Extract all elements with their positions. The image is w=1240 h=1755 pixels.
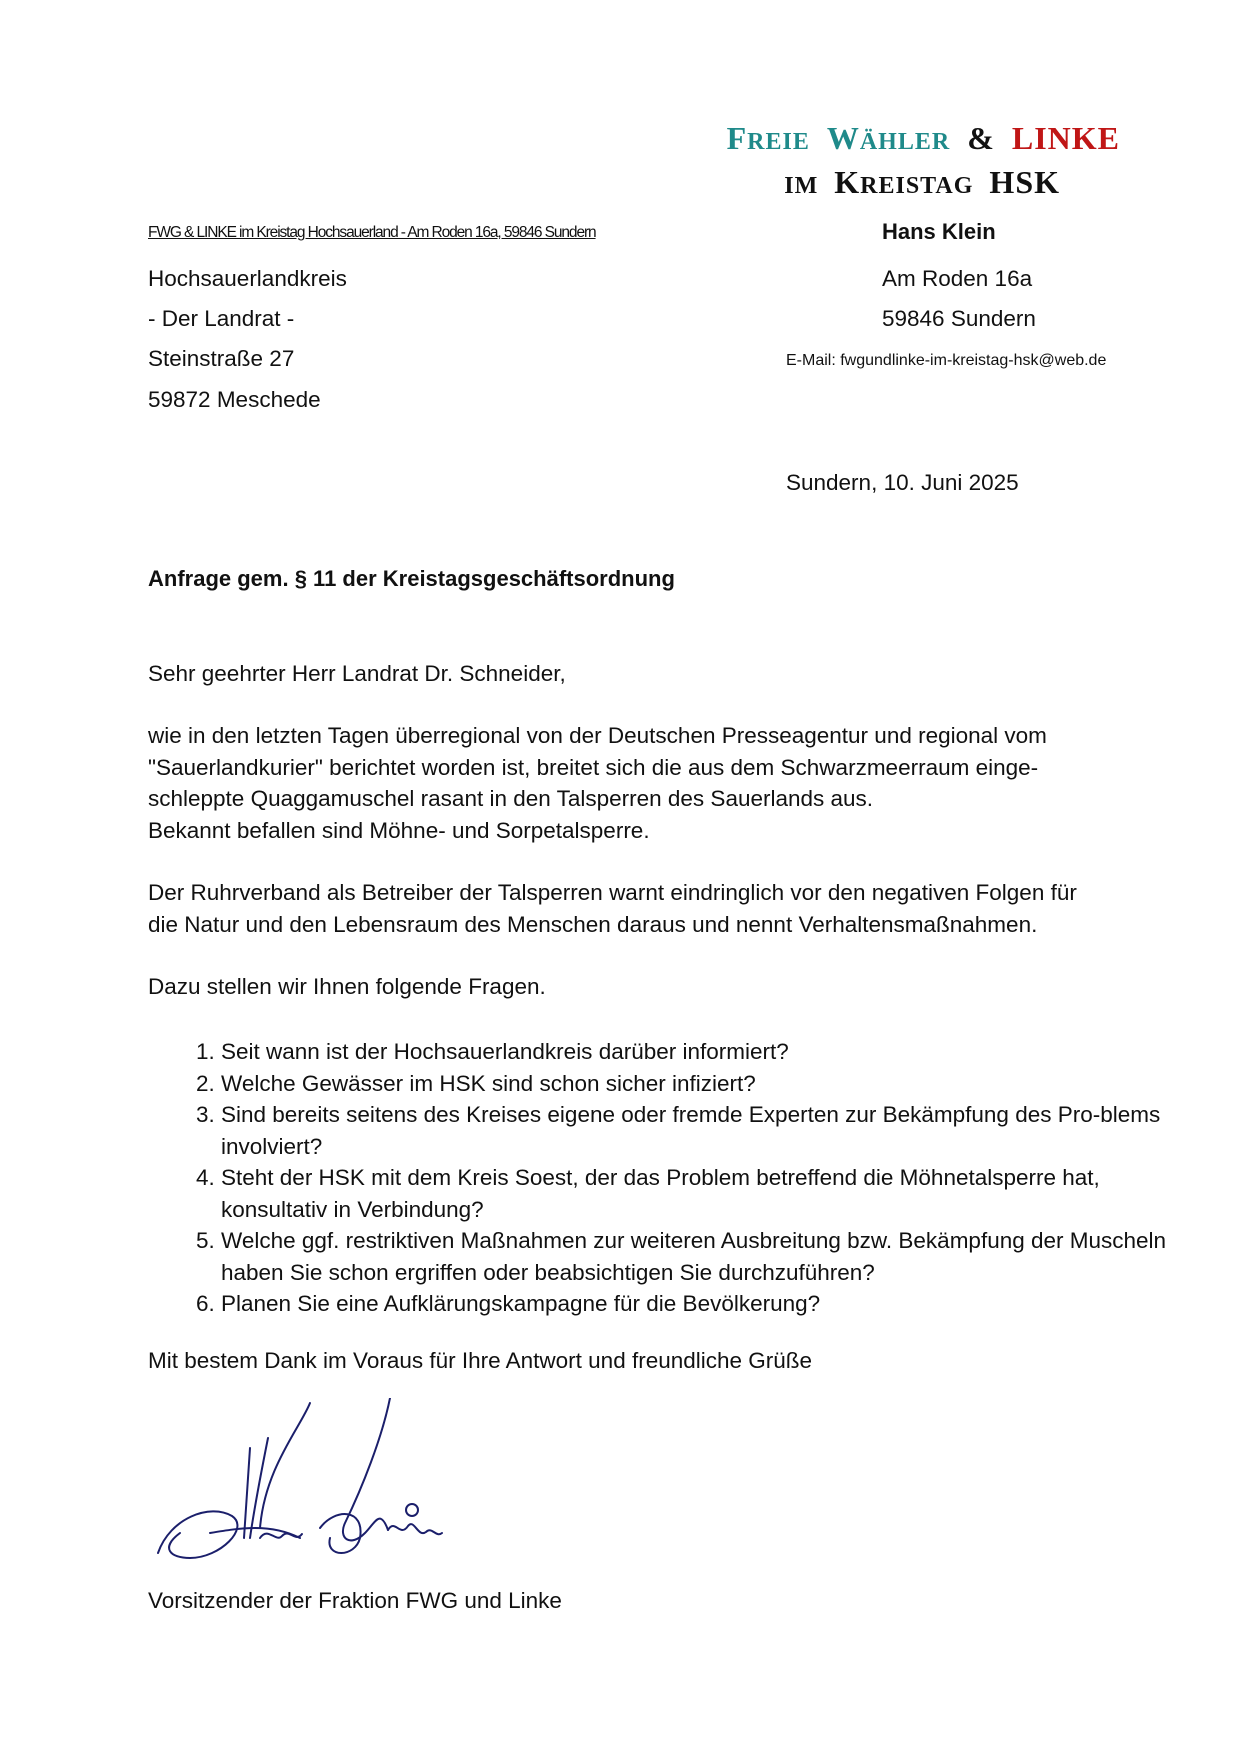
letterhead-word-hsk: HSK — [989, 164, 1060, 200]
letterhead-word-freie: REIE — [747, 129, 810, 155]
letterhead-logo — [560, 118, 1120, 206]
paragraph-1-line-4: Bekannt befallen sind Möhne- und Sorpetalsperre. — [148, 817, 650, 843]
sender-street: Am Roden 16a — [882, 266, 1033, 291]
recipient-line-3: Steinstraße 27 — [148, 346, 295, 371]
return-address-line: FWG & LINKE im Kreistag Hochsauerland - Am Roden 16a, 59846 Sundern — [148, 224, 596, 241]
recipient-line-1: Hochsauerlandkreis — [148, 266, 347, 291]
salutation: Sehr geehrter Herr Landrat Dr. Schneider, — [148, 661, 566, 686]
questions-intro: Dazu stellen wir Ihnen folgende Fragen. — [148, 974, 546, 999]
letterhead-word-waehler-initial: W — [826, 120, 860, 156]
sender-name: Hans Klein — [882, 219, 996, 244]
recipient-line-2: - Der Landrat - — [148, 306, 295, 331]
paragraph-2 — [148, 877, 1128, 940]
question-item: 3. Sind bereits seitens des Kreises eigene oder fremde Experten zur Bekämpfung des Pro-blems involviert? — [221, 1099, 1196, 1162]
handwritten-signature — [150, 1398, 450, 1573]
letterhead-word-waehler: ÄHLER — [859, 129, 951, 155]
question-item: 1. Seit wann ist der Hochsauerlandkreis darüber informiert? — [221, 1036, 1196, 1068]
question-item: 4. Steht der HSK mit dem Kreis Soest, der das Problem betreffend die Möhnetalsperre hat, konsultativ in Verbindung? — [221, 1162, 1196, 1225]
paragraph-1-line-1: wie in den letzten Tagen überregional von der Deutschen Presseagentur und regional vom — [148, 723, 1047, 748]
signatory-role: Vorsitzender der Fraktion FWG und Linke — [148, 1588, 562, 1613]
letterhead-word-freie-initial: F — [726, 120, 748, 156]
letterhead-word-kreistag: REISTAG — [860, 173, 974, 199]
closing: Mit bestem Dank im Voraus für Ihre Antwort und freundliche Grüße — [148, 1348, 813, 1373]
letterhead-ampersand: & — [967, 120, 995, 156]
paragraph-2-line-1: Der Ruhrverband als Betreiber der Talsperren warnt eindringlich vor den negativen Folgen für — [148, 880, 1077, 905]
sender-email: E-Mail: fwgundlinke-im-kreistag-hsk@web.de — [786, 352, 1107, 369]
letterhead-word-linke: LINKE — [1011, 120, 1120, 156]
letter-subject: Anfrage gem. § 11 der Kreistagsgeschäftsordnung — [148, 566, 675, 591]
question-item: 6. Planen Sie eine Aufklärungskampagne für die Bevölkerung? — [221, 1288, 1196, 1320]
question-item: 2. Welche Gewässer im HSK sind schon sicher infiziert? — [221, 1068, 1196, 1100]
signature-graphic — [150, 1398, 450, 1568]
letterhead-word-kreistag-initial: K — [834, 164, 861, 200]
paragraph-1-line-3: schleppte Quaggamuschel rasant in den Talsperren des Sauerlands aus. — [148, 786, 874, 811]
paragraph-1-line-2: "Sauerlandkurier" berichtet worden ist, breitet sich die aus dem Schwarzmeerraum einge- — [148, 754, 1039, 780]
letter-date: Sundern, 10. Juni 2025 — [786, 470, 1019, 495]
recipient-line-4: 59872 Meschede — [148, 387, 321, 412]
questions-list — [148, 1036, 1196, 1320]
letterhead-line2 — [560, 162, 1060, 206]
question-item: 5. Welche ggf. restriktiven Maßnahmen zur weiteren Ausbreitung bzw. Bekämpfung der Muscheln haben Sie schon ergriffen oder beabsichtigen Sie durchzuführen? — [221, 1225, 1196, 1288]
paragraph-2-line-2: die Natur und den Lebensraum des Menschen daraus und nennt Verhaltensmaßnahmen. — [148, 911, 1038, 937]
letterhead-word-im: IM — [784, 173, 819, 199]
letterhead-line1 — [560, 118, 1120, 162]
paragraph-1 — [148, 720, 1128, 846]
sender-city: 59846 Sundern — [882, 306, 1036, 331]
